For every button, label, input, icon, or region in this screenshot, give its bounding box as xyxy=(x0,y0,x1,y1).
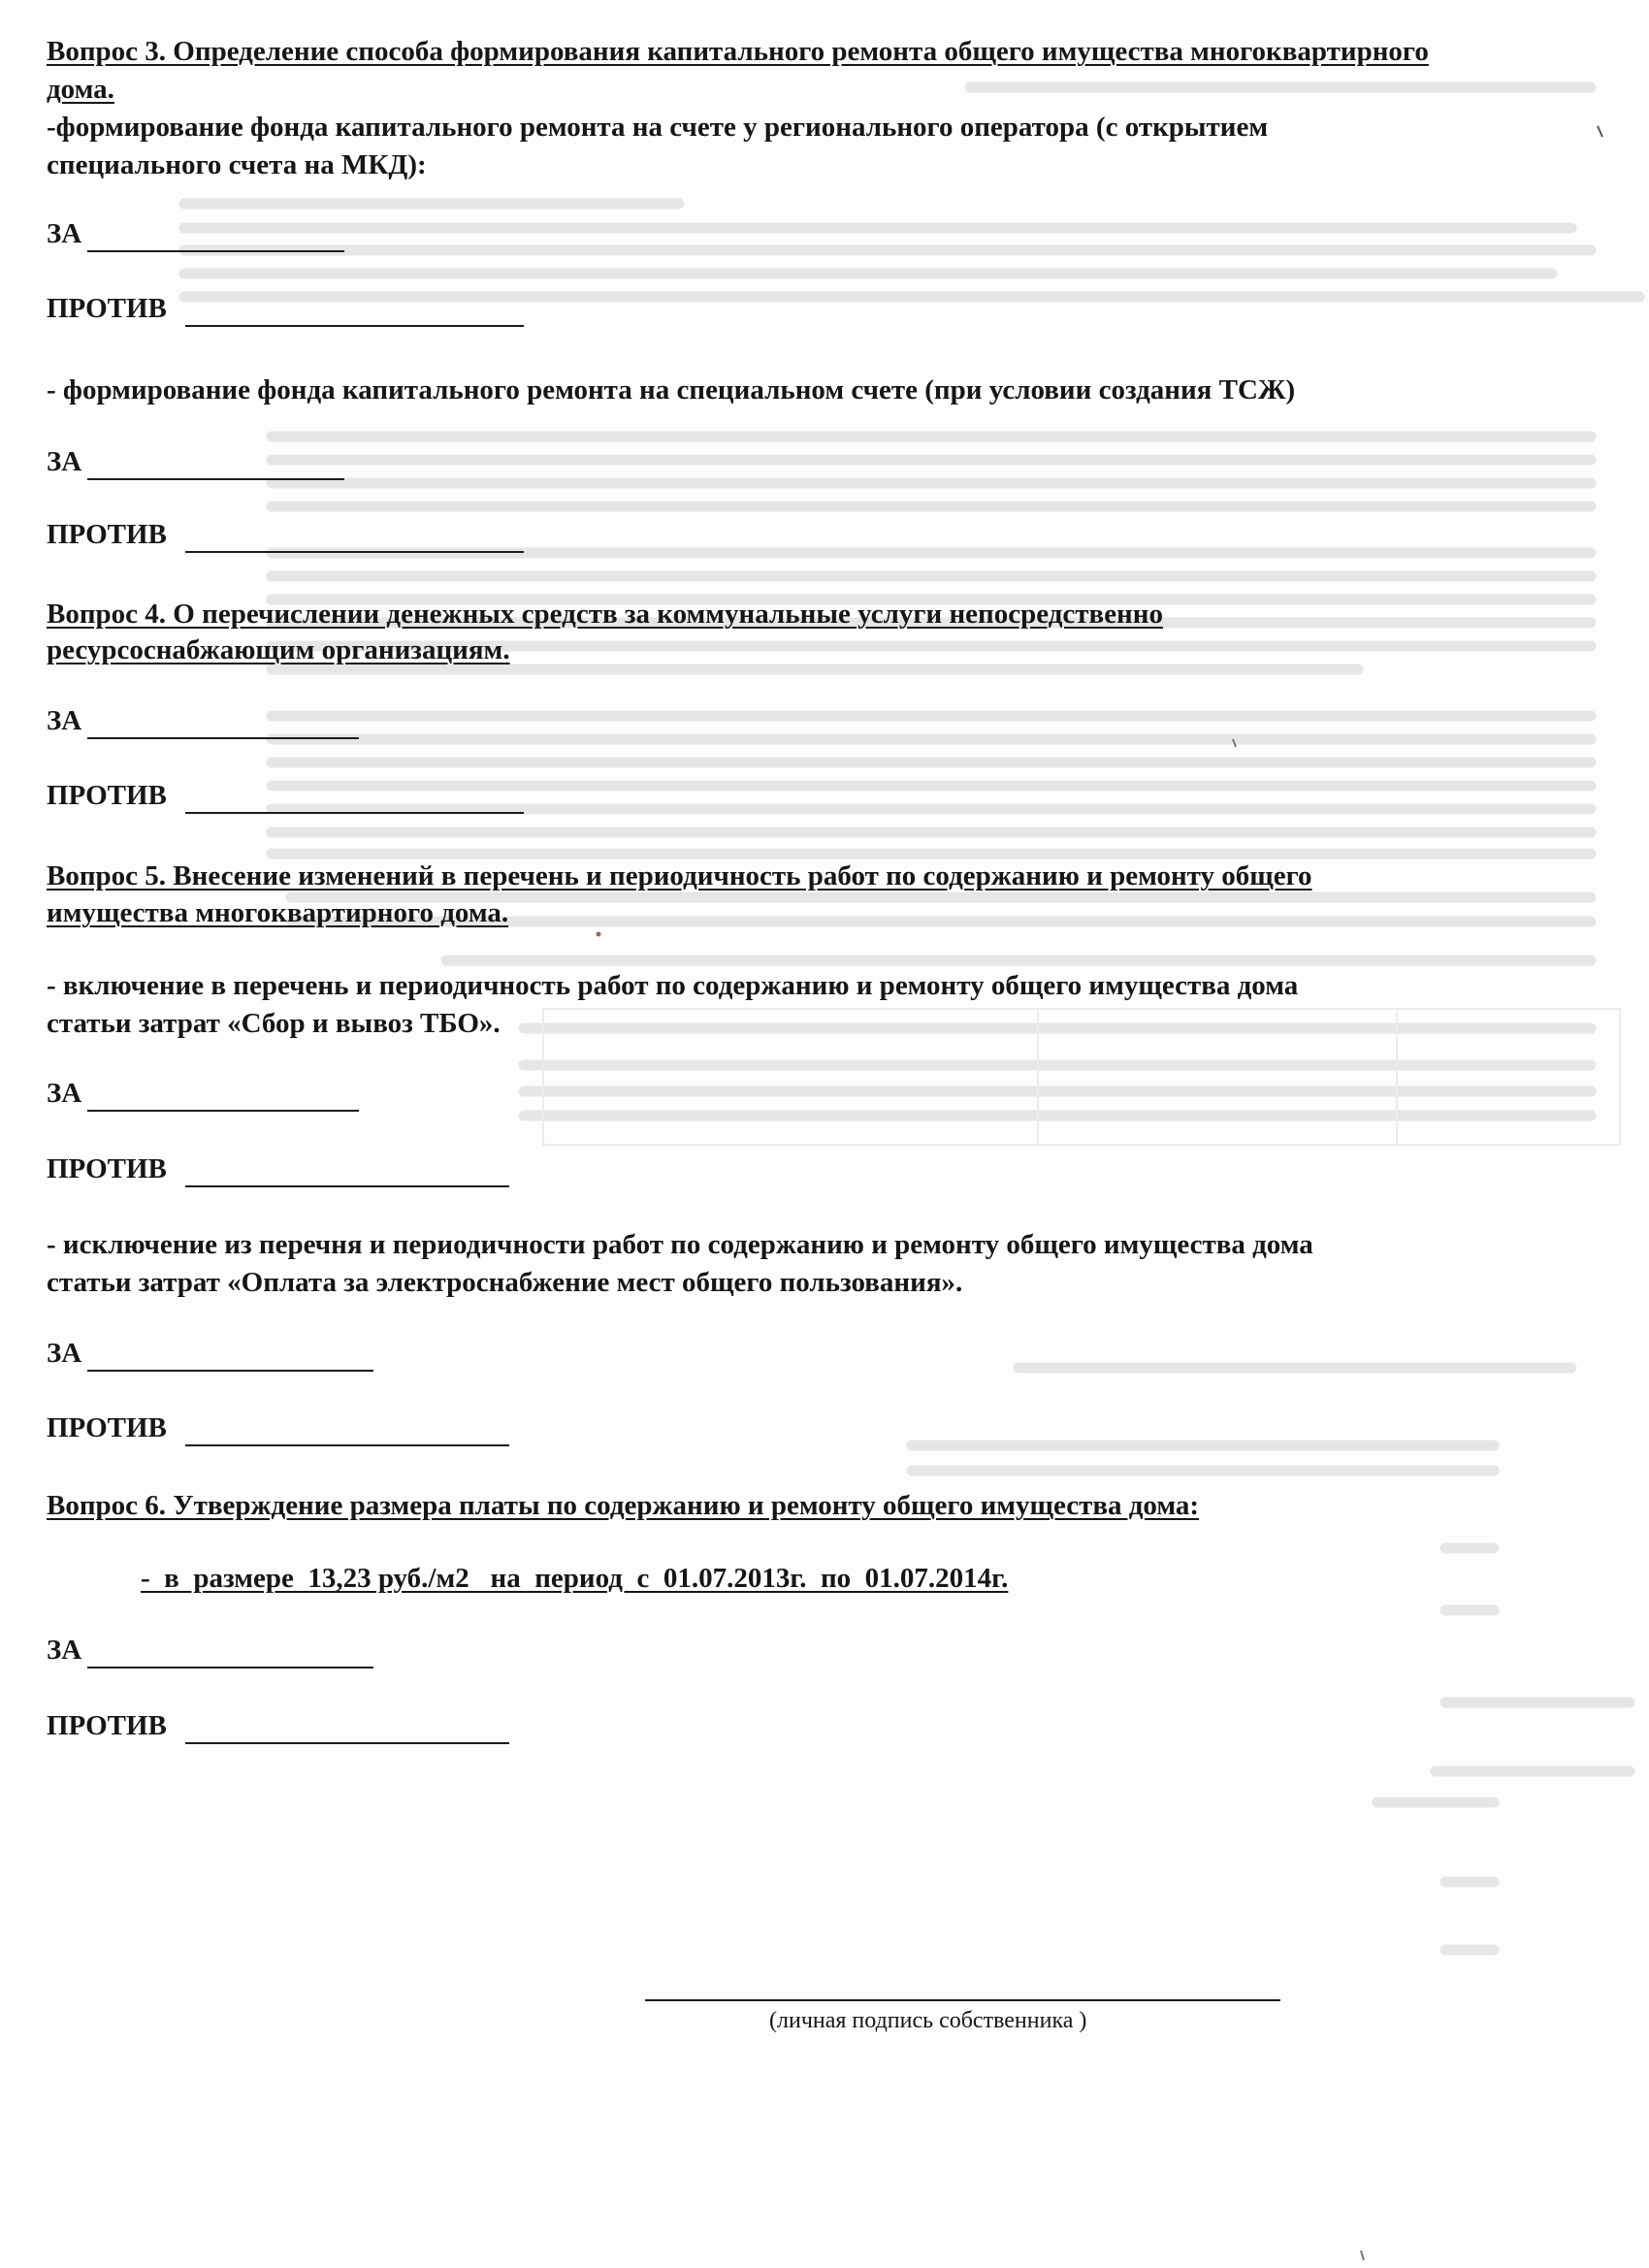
against-answer-line[interactable] xyxy=(185,551,524,553)
question-4-heading-line-1: Вопрос 4. О перечислении денежных средств за коммунальные услуги непосредственно xyxy=(47,599,1163,630)
against-answer-line[interactable] xyxy=(185,1742,509,1744)
question-3-option-2-for-field[interactable] xyxy=(47,443,318,482)
for-label: ЗА xyxy=(47,218,82,249)
question-3-heading-line-2: дома. xyxy=(47,74,114,105)
against-label: ПРОТИВ xyxy=(47,519,167,550)
question-5-heading-line-1: Вопрос 5. Внесение изменений в перечень и периодичность работ по содержанию и ремонту общего xyxy=(47,860,1312,891)
question-3-option-1-text-line-2: специального счета на МКД): xyxy=(47,149,427,180)
for-label: ЗА xyxy=(47,1338,82,1369)
question-3-option-1-text-line-1: -формирование фонда капитального ремонта на счете у регионального оператора (с открытием xyxy=(47,112,1269,143)
for-answer-line[interactable] xyxy=(87,737,359,739)
question-5-option-1-against-field[interactable] xyxy=(47,1150,532,1189)
against-answer-line[interactable] xyxy=(185,812,524,814)
question-5-option-1-for-field[interactable] xyxy=(47,1075,338,1114)
owner-signature-caption: (личная подпись собственника ) xyxy=(769,2008,1087,2033)
question-3-option-2-text: - формирование фонда капитального ремонта на специальном счете (при условии создания ТСЖ) xyxy=(47,374,1296,405)
question-6-for-field[interactable] xyxy=(47,1632,338,1670)
for-answer-line[interactable] xyxy=(87,1667,373,1669)
against-answer-line[interactable] xyxy=(185,1185,509,1187)
question-5-heading-line-2: имущества многоквартирного дома. xyxy=(47,897,509,928)
question-6-fee-detail: - в размере 13,23 руб./м2 на период с 01.07.2013г. по 01.07.2014г. xyxy=(141,1563,1009,1594)
for-answer-line[interactable] xyxy=(87,1110,359,1112)
question-3-option-1-against-field[interactable] xyxy=(47,290,532,329)
question-5-option-1-text-line-1: - включение в перечень и периодичность работ по содержанию и ремонту общего имущества дома xyxy=(47,970,1299,1001)
against-label: ПРОТИВ xyxy=(47,780,167,811)
question-4-for-field[interactable] xyxy=(47,702,338,741)
for-label: ЗА xyxy=(47,446,82,477)
question-3-heading-line-1: Вопрос 3. Определение способа формирования капитального ремонта общего имущества многоквартирного xyxy=(47,36,1429,67)
question-3-option-2-against-field[interactable] xyxy=(47,516,532,555)
question-5-option-2-for-field[interactable] xyxy=(47,1335,338,1374)
against-answer-line[interactable] xyxy=(185,1444,509,1446)
against-label: ПРОТИВ xyxy=(47,1153,167,1184)
for-label: ЗА xyxy=(47,705,82,736)
question-6-heading: Вопрос 6. Утверждение размера платы по содержанию и ремонту общего имущества дома: xyxy=(47,1490,1200,1521)
question-5-option-2-text-line-2: статьи затрат «Оплата за электроснабжение мест общего пользования». xyxy=(47,1267,963,1298)
question-4-heading-line-2: ресурсоснабжающим организациям. xyxy=(47,634,510,665)
against-answer-line[interactable] xyxy=(185,325,524,327)
for-answer-line[interactable] xyxy=(87,250,344,252)
scan-speck-mark xyxy=(1230,737,1240,749)
against-label: ПРОТИВ xyxy=(47,293,167,324)
question-5-option-1-text-line-2: статьи затрат «Сбор и вывоз ТБО». xyxy=(47,1008,501,1039)
question-6-against-field[interactable] xyxy=(47,1707,532,1746)
question-4-against-field[interactable] xyxy=(47,777,532,816)
question-5-option-2-against-field[interactable] xyxy=(47,1409,532,1448)
question-5-option-2-text-line-1: - исключение из перечня и периодичности работ по содержанию и ремонту общего имущества дома xyxy=(47,1229,1313,1260)
for-answer-line[interactable] xyxy=(87,1370,373,1372)
scan-speck-mark xyxy=(1358,2249,1368,2262)
owner-signature-line[interactable] xyxy=(645,1999,1280,2001)
against-label: ПРОТИВ xyxy=(47,1412,167,1443)
for-label: ЗА xyxy=(47,1078,82,1109)
for-label: ЗА xyxy=(47,1635,82,1666)
scan-speck-mark xyxy=(1596,124,1605,140)
question-3-option-1-for-field[interactable] xyxy=(47,215,318,254)
for-answer-line[interactable] xyxy=(87,478,344,480)
against-label: ПРОТИВ xyxy=(47,1710,167,1741)
scan-speck-mark xyxy=(594,929,603,939)
